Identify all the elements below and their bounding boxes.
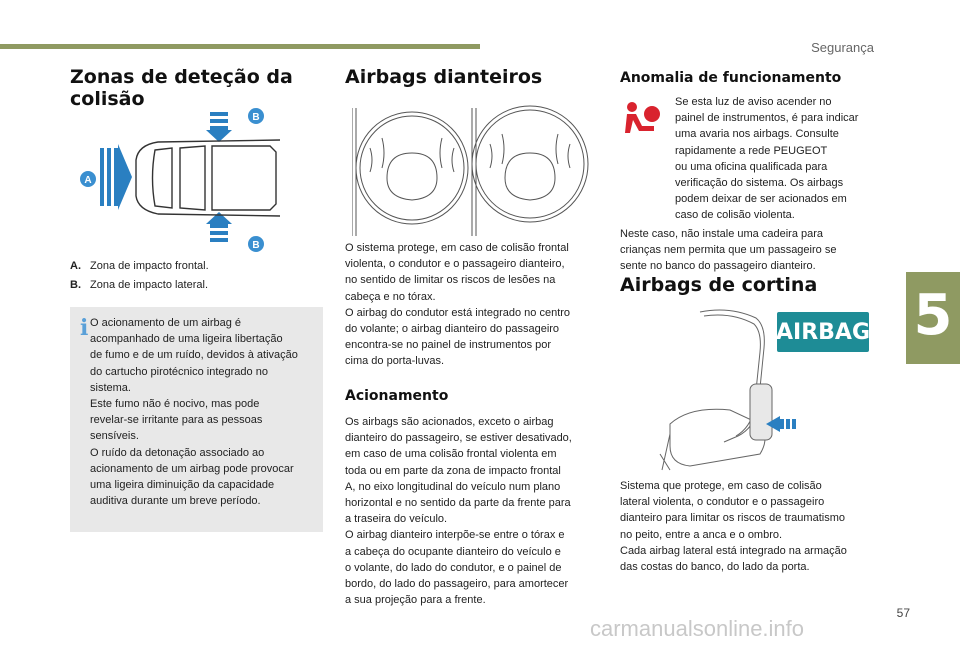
chapter-tab[interactable] xyxy=(906,272,960,364)
label-b-bottom: B xyxy=(252,240,260,251)
front-airbags-intro xyxy=(345,240,600,370)
info-box xyxy=(70,307,323,532)
section-title: Segurança xyxy=(811,40,874,55)
intro-text: O sistema protege, em caso de colisão frontal violenta, o condutor e o passageiro dianteiro, no sentido de limitar os riscos de lesões na cabeça e no tórax. O airbag do condutor está integrado no centro do volante; o airbag dianteiro do passageiro encontra-se no painel de instrumentos por cima do porta-luvas. xyxy=(345,242,571,368)
child-seat-note xyxy=(620,226,875,275)
collision-zones-title: Zonas de deteção da colisão xyxy=(70,66,293,110)
car-collision-diagram xyxy=(80,100,280,260)
legend-item xyxy=(70,258,325,274)
activation-section xyxy=(345,388,600,404)
impact-legend xyxy=(70,258,325,293)
info-text: O acionamento de um airbag é acompanhado de uma ligeira libertação de fumo e de um ruído, devidos à ativação do cartucho pirotécnico integrado no sistema. Este fumo não é nocivo, mas pode revelar-se irritante para as pessoas sensíveis. O ruído da detonação associado ao acionamento de um airbag pode provocar uma ligeira diminuição da capacidade auditiva durante um breve período. xyxy=(90,317,298,508)
legend-text: Zona de impacto lateral. xyxy=(90,279,209,291)
curtain-description xyxy=(620,478,875,575)
child-seat-text: Neste caso, não instale uma cadeira para crianças nem permita que um passageiro se sente no banco do passageiro dianteiro. xyxy=(620,228,837,273)
front-airbags-title: Airbags dianteiros xyxy=(345,66,543,88)
curtain-airbags-title: Airbags de cortina xyxy=(620,274,818,296)
warning-text: Se esta luz de aviso acender no painel de instrumentos, é para indicar uma avaria nos airbags. Consulte rapidamente a rede PEUGEOT ou uma oficina qualificada para verificação do sistema. Os airbags podem deixar de ser acionados em caso de colisão violenta. xyxy=(675,96,859,222)
chapter-number: 5 xyxy=(913,283,953,348)
activation-text: Os airbags são acionados, exceto o airbag dianteiro do passageiro, se estiver desativado, em caso de uma colisão frontal violenta em toda ou em parte da zona de impacto frontal A, no eixo longitudinal do veículo num plano horizontal e no sentido da parte da frente para a traseira do veículo. O airbag dianteiro interpõe-se entre o tórax e a cabeça do ocupante dianteiro do veículo e o volante, do lado do condutor, e o painel de bordo, do lado do passageiro, para amortecer a sua projeção para a frente. xyxy=(345,416,572,607)
legend-item xyxy=(70,277,325,293)
top-accent-bar xyxy=(0,44,480,49)
info-icon: i xyxy=(80,315,89,341)
front-airbags-illustration xyxy=(352,98,592,238)
malfunction-title: Anomalia de funcionamento xyxy=(620,70,842,86)
label-a: A xyxy=(84,175,92,186)
curtain-text: Sistema que protege, em caso de colisão lateral violenta, o condutor e o passageiro dianteiro para limitar os riscos de traumatismo no peito, entre a anca e o ombro. Cada airbag lateral está integrado na armação das costas do banco, do lado da porta. xyxy=(620,480,847,574)
page-number: 57 xyxy=(896,606,910,620)
legend-key: A. xyxy=(70,260,81,272)
watermark: carmanualsonline.info xyxy=(590,616,805,641)
legend-key: B. xyxy=(70,279,81,291)
airbag-badge xyxy=(777,312,869,352)
airbag-warning-icon xyxy=(622,100,664,140)
malfunction-section xyxy=(620,66,875,86)
legend-text: Zona de impacto frontal. xyxy=(90,260,209,272)
activation-title: Acionamento xyxy=(345,388,449,404)
front-airbags-section xyxy=(345,66,600,88)
activation-body xyxy=(345,414,600,608)
airbag-badge-label: AIRBAG xyxy=(776,319,871,345)
label-b-top: B xyxy=(252,112,260,123)
curtain-airbags-section xyxy=(620,274,875,296)
warning-description xyxy=(675,94,875,224)
